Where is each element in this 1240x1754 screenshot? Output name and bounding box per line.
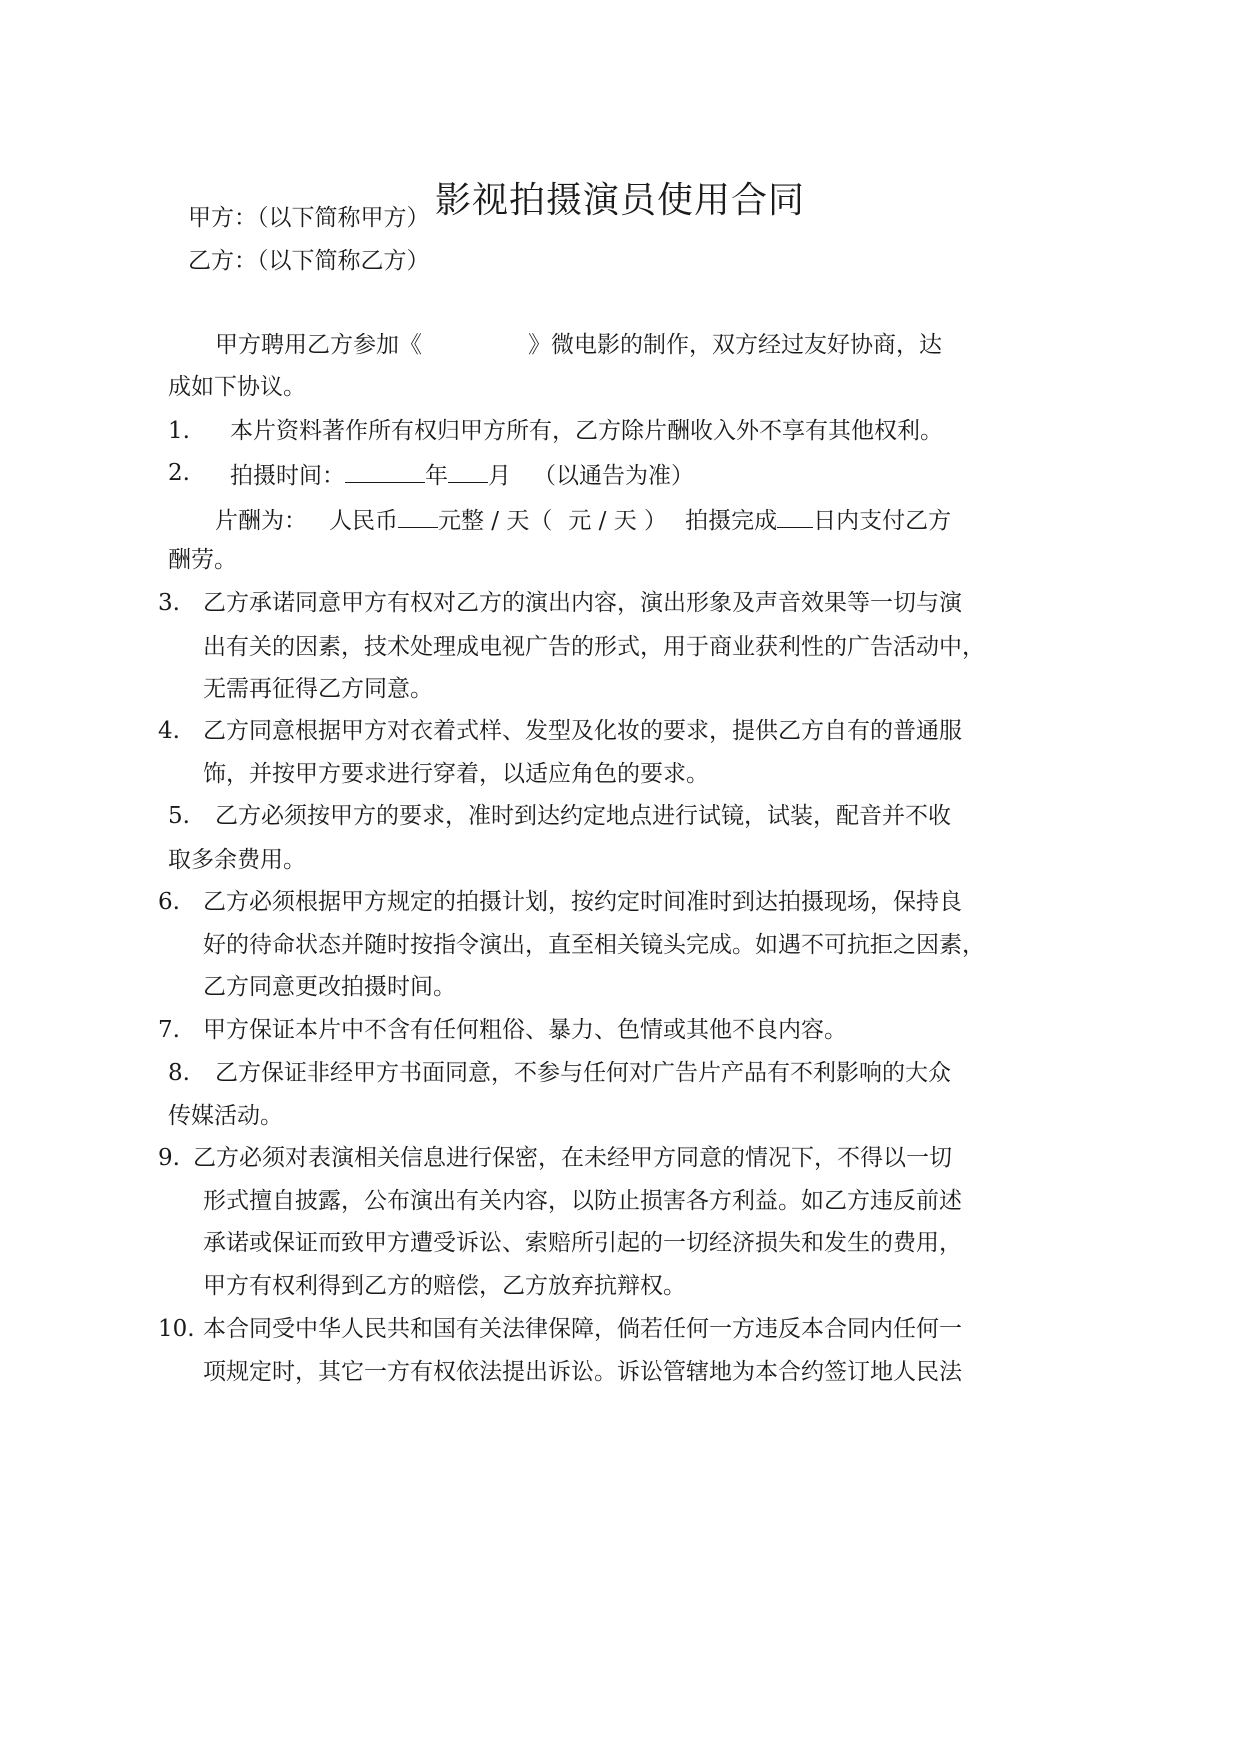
clause-9-line-4: 甲方有权利得到乙方的赔偿，乙方放弃抗辩权。 [203, 1273, 686, 1299]
clause-4-line-1: 乙方同意根据甲方对衣着式样、发型及化妆的要求，提供乙方自有的普通服 [203, 718, 962, 744]
clause-9-number: 9. [158, 1145, 180, 1171]
year-label: 年 [425, 463, 448, 489]
clause-2-number: 2. [168, 460, 190, 486]
clause-4-line-2: 饰，并按甲方要求进行穿着，以适应角色的要求。 [203, 761, 709, 787]
clause-5-line-2: 取多余费用。 [168, 847, 306, 873]
clause-10-line-2: 项规定时，其它一方有权依法提出诉讼。诉讼管辖地为本合约签订地人民法 [203, 1359, 962, 1385]
party-a-line: 甲方：（以下简称甲方） [188, 205, 430, 231]
clause-3-number: 3. [158, 590, 180, 616]
month-label: 月 [488, 463, 511, 489]
clause-2-fee-line [215, 503, 951, 536]
clause-2-fee-tail: 酬劳。 [168, 547, 237, 573]
clause-8-number: 8. [168, 1060, 190, 1086]
clause-10-line-1: 本合同受中华人民共和国有关法律保障，倘若任何一方违反本合同内任何一 [203, 1316, 962, 1342]
fee-pay-end: 日内支付乙方 [813, 508, 952, 534]
clause-2-time-line [230, 458, 694, 491]
fee-currency: 人民币 [329, 508, 398, 534]
clause-3-line-2: 出有关的因素，技术处理成电视广告的形式，用于商业获利性的广告活动中， [203, 634, 985, 660]
clause-8-line-1: 乙方保证非经甲方书面同意，不参与任何对广告片产品有不利影响的大众 [215, 1060, 951, 1086]
clause-3-line-1: 乙方承诺同意甲方有权对乙方的演出内容，演出形象及声音效果等一切与演 [203, 590, 962, 616]
intro-line-2: 成如下协议。 [168, 374, 306, 400]
clause-6-line-3: 乙方同意更改拍摄时间。 [203, 974, 456, 1000]
clause-5-line-1: 乙方必须按甲方的要求，准时到达约定地点进行试镜，试装，配音并不收 [215, 803, 951, 829]
fee-unit: 元整 / 天（ [438, 508, 553, 534]
year-blank [345, 458, 425, 483]
intro-text-before: 甲方聘用乙方参加《 [215, 332, 422, 358]
clause-1-text: 本片资料著作所有权归甲方所有，乙方除片酬收入外不享有其他权利。 [230, 418, 943, 444]
intro-line-1 [215, 330, 942, 360]
time-note: （以通告为准） [533, 463, 694, 489]
clause-8-line-2: 传媒活动。 [168, 1103, 283, 1129]
clause-6-line-1: 乙方必须根据甲方规定的拍摄计划，按约定时间准时到达拍摄现场，保持良 [203, 889, 962, 915]
clause-6-line-2: 好的待命状态并随时按指令演出，直至相关镜头完成。如遇不可抗拒之因素， [203, 932, 985, 958]
clause-10-number: 10. [158, 1316, 195, 1342]
clause-9-line-3: 承诺或保证而致甲方遭受诉讼、索赔所引起的一切经济损失和发生的费用， [203, 1230, 962, 1256]
intro-text-after: 》微电影的制作，双方经过友好协商，达 [528, 332, 942, 358]
clause-1-number: 1. [168, 418, 190, 444]
party-b-line: 乙方：（以下简称乙方） [188, 248, 430, 274]
month-blank [448, 458, 488, 483]
clause-9-line-2: 形式擅自披露，公布演出有关内容，以防止损害各方利益。如乙方违反前述 [203, 1188, 962, 1214]
document-title: 影视拍摄演员使用合同 [434, 180, 805, 221]
fee-unit-2: 元 / 天 ） [568, 508, 668, 534]
clause-6-number: 6. [158, 889, 180, 915]
clause-7-line-1: 甲方保证本片中不含有任何粗俗、暴力、色情或其他不良内容。 [203, 1017, 847, 1043]
fee-amount-blank [398, 503, 438, 528]
clause-7-number: 7. [158, 1017, 180, 1043]
fee-label: 片酬为： [215, 508, 307, 534]
clause-3-line-3: 无需再征得乙方同意。 [203, 676, 433, 702]
clause-5-number: 5. [168, 803, 190, 829]
fee-pay-label: 拍摄完成 [685, 508, 778, 534]
clause-4-number: 4. [158, 718, 180, 744]
shooting-time-label: 拍摄时间： [230, 463, 345, 489]
pay-days-blank [777, 503, 813, 528]
clause-9-line-1: 乙方必须对表演相关信息进行保密，在未经甲方同意的情况下，不得以一切 [193, 1145, 952, 1171]
